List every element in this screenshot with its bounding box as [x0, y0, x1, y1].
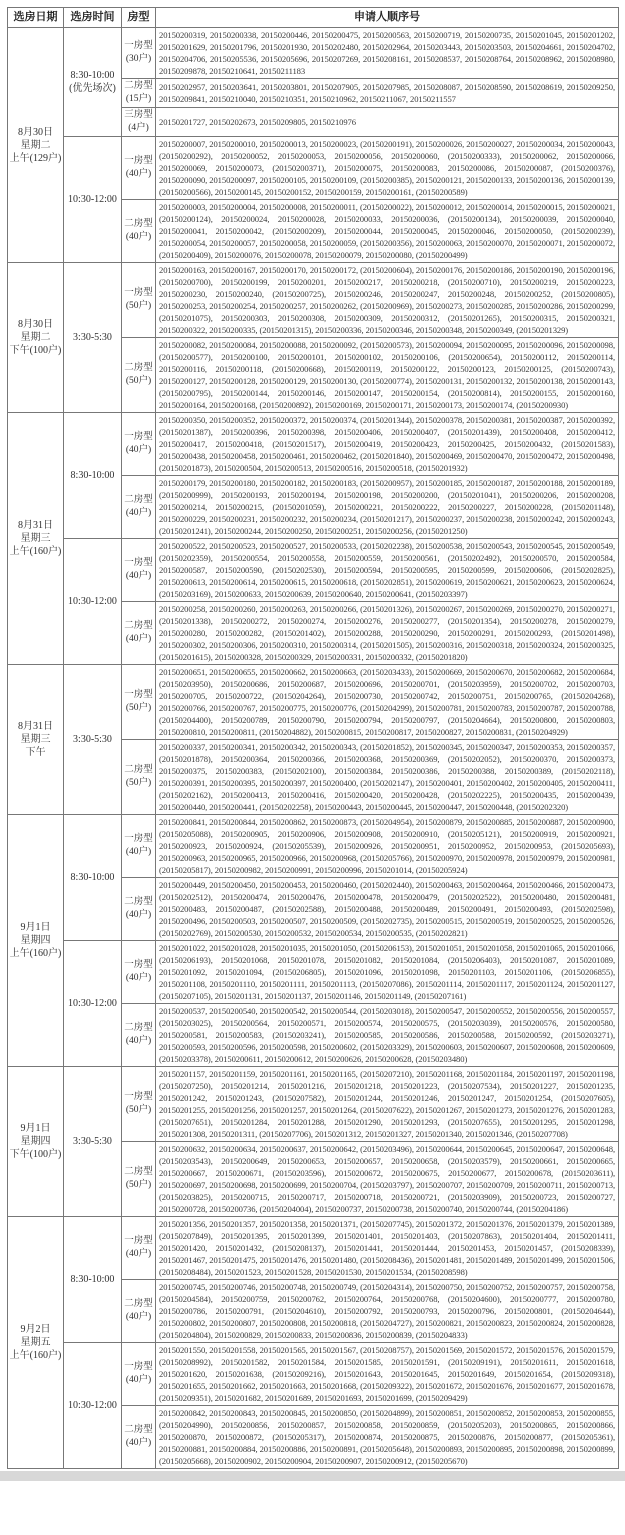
room-type-line: (40户): [125, 847, 152, 857]
time-line: 10:30-12:00: [68, 596, 117, 607]
time-cell: [64, 941, 122, 1067]
date-line: 星期二: [20, 332, 51, 343]
date-line: 9月1日: [20, 922, 51, 933]
room-type-cell: [122, 878, 156, 941]
applicant-numbers-cell: 20150200179, 20150200180, 20150200182, 20150200183, (20150200957), 20150200185, 20150200187, 20150200188, 20150200189, (20150200999), 20150200193, 20150200194, 20150200198, 20150200200, (20150201041), 20150200206, 20150200208, 20150200214, 20150200215, (20150201059), 20150200221, 20150200222, 20150200227, 20150200228, (20150201148), 20150200229, 20150200231, 20150200232, 20150200234, (20150201217), 20150200237, 20150200238, 20150200242, 20150200243, (20150201241), 20150200244, 20150200250, 20150200251, 20150200256, (20150201250): [156, 476, 619, 539]
room-type-line: (40户): [125, 973, 152, 983]
table-row: [8, 665, 619, 740]
room-type-line: (40户): [125, 634, 152, 644]
room-type-line: (40户): [125, 1375, 152, 1385]
applicant-numbers-cell: 20150200003, 20150200004, 20150200008, 20150200011, (20150200022), 20150200012, 20150200014, 20150200015, 20150200021, (20150200124), 20150200024, 20150200028, 20150200033, 20150200036, (20150200134), 20150200039, 20150200040, 20150200041, 20150200042, (20150200209), 20150200044, 20150200045, 20150200046, 20150200050, (20150200239), 20150200054, 20150200057, 20150200058, 20150200059, (20150200356), 20150200063, 20150200070, 20150200071, 20150200072, (20150200409), 20150200076, 20150200078, 20150200079, 20150200080, (20150200499): [156, 200, 619, 263]
room-type-line: (40户): [125, 1036, 152, 1046]
table-header: [8, 8, 619, 28]
time-cell: [64, 413, 122, 539]
room-type-cell: [122, 1004, 156, 1067]
room-type-line: (40户): [125, 508, 152, 518]
room-type-line: 二房型: [124, 1023, 153, 1033]
time-cell: [64, 1067, 122, 1217]
time-line: 8:30-10:00: [70, 1274, 115, 1285]
time-cell: [64, 815, 122, 941]
header-row: [8, 8, 619, 28]
header-selection-time: 选房时间: [64, 8, 122, 28]
room-type-cell: [122, 1406, 156, 1469]
room-type-line: 二房型: [124, 897, 153, 907]
time-line: 8:30-10:00: [70, 872, 115, 883]
room-type-line: 二房型: [124, 495, 153, 505]
room-type-line: (50户): [125, 301, 152, 311]
selection-schedule-table: [7, 7, 619, 1469]
room-type-line: 二房型: [124, 1167, 153, 1177]
room-type-line: (40户): [125, 1249, 152, 1259]
room-type-cell: [122, 28, 156, 79]
room-type-line: (40户): [125, 910, 152, 920]
applicant-numbers-cell: 20150201356, 20150201357, 20150201358, 20150201371, (20150207745), 20150201372, 20150201376, 20150201379, 20150201389, (20150207849), 20150201395, 20150201399, 20150201401, 20150201403, (20150207863), 20150201404, 20150201411, 20150201420, 20150201432, (20150208137), 20150201441, 20150201444, 20150201453, 20150201457, (20150208339), 20150201467, 20150201475, 20150201476, 20150201480, (20150208436), 20150201481, 20150201489, 20150201499, 20150201506, (20150208484), 20150201523, 20150201528, 20150201530, 20150201534, (20150208598): [156, 1217, 619, 1280]
date-cell: [8, 815, 64, 1067]
room-type-cell: [122, 79, 156, 108]
room-type-line: (50户): [125, 1180, 152, 1190]
room-type-line: 一房型: [124, 41, 153, 51]
table-row: [8, 941, 619, 1004]
room-type-line: 一房型: [124, 288, 153, 298]
room-type-line: 一房型: [124, 1362, 153, 1372]
time-cell: [64, 263, 122, 413]
room-type-line: 二房型: [124, 219, 153, 229]
date-line: 8月30日: [18, 319, 53, 330]
date-line: 9月1日: [20, 1123, 51, 1134]
table-row: [8, 1217, 619, 1280]
applicant-numbers-cell: 20150202957, 20150203641, 20150203801, 20150207905, 20150207985, 20150208087, 20150208590, 20150208619, 20150209250, 20150209841, 20150210040, 20150210351, 20150210962, 20150211067, 20150211557: [156, 79, 619, 108]
date-line: 上午(160户): [9, 1350, 62, 1361]
applicant-numbers-cell: 20150200007, 20150200010, 20150200013, 20150200023, (20150200191), 20150200026, 20150200027, 20150200034, 20150200043, (20150200292), 20150200052, 20150200053, 20150200056, 20150200060, (20150200333), 20150200062, 20150200066, 20150200069, 20150200073, (20150200371), 20150200075, 20150200083, 20150200086, 20150200087, (20150200376), 20150200090, 20150200097, 20150200105, 20150200109, (20150200385), 20150200121, 20150200133, 20150200136, 20150200139, (20150200566), 20150200145, 20150200152, 20150200159, 20150200161, (20150200589): [156, 137, 619, 200]
date-line: 上午(160户): [9, 948, 62, 959]
date-cell: [8, 1217, 64, 1469]
date-line: 星期四: [20, 935, 51, 946]
room-type-cell: [122, 137, 156, 200]
time-line: 3:30-5:30: [73, 332, 112, 343]
applicant-numbers-cell: 20150200350, 20150200352, 20150200372, 20150200374, (20150201344), 20150200378, 20150200381, 20150200387, 20150200392, (20150201387), 20150200396, 20150200398, 20150200406, 20150200407, (20150201439), 20150200408, 20150200412, 20150200417, 20150200418, (20150201517), 20150200419, 20150200423, 20150200425, 20150200432, (20150201583), 20150200438, 20150200458, 20150200461, 20150200462, (20150201840), 20150200469, 20150200470, 20150200472, 20150200498, (20150201873), 20150200504, 20150200513, 20150200516, 20150200518, (20150201932): [156, 413, 619, 476]
time-line: 3:30-5:30: [73, 1136, 112, 1147]
room-type-line: 一房型: [124, 1236, 153, 1246]
room-type-cell: [122, 263, 156, 338]
room-type-line: (50户): [125, 778, 152, 788]
date-line: 下午(100户): [9, 1149, 62, 1160]
date-line: 下午: [25, 747, 46, 758]
time-cell: [64, 1343, 122, 1469]
applicant-numbers-cell: 20150200841, 20150200844, 20150200862, 20150200873, (20150204954), 20150200879, 20150200885, 20150200887, 20150200900, (20150205088), 20150200905, 20150200906, 20150200908, 20150200910, (20150205121), 20150200919, 20150200921, 20150200923, 20150200924, (20150205539), 20150200926, 20150200951, 20150200952, 20150200953, (20150205693), 20150200963, 20150200965, 20150200966, 20150200968, (20150205766), 20150200970, 20150200978, 20150200979, 20150200981, (20150205817), 20150200982, 20150200991, 20150200996, 20150201014, (20150205924): [156, 815, 619, 878]
date-line: 8月31日: [18, 520, 53, 531]
room-type-line: 一房型: [124, 1092, 153, 1102]
room-type-cell: [122, 815, 156, 878]
date-line: 上午(129户): [9, 152, 62, 164]
room-type-line: 三房型: [124, 110, 153, 120]
table-row: [8, 815, 619, 878]
date-line: 9月2日: [20, 1324, 51, 1335]
applicant-numbers-cell: 20150200745, 20150200746, 20150200748, 20150200749, (20150204314), 20150200750, 20150200752, 20150200757, 20150200758, (20150204584), 20150200759, 20150200762, 20150200764, 20150200768, (20150204600), 20150200777, 20150200780, 20150200786, 20150200791, (20150204610), 20150200792, 20150200793, 20150200796, 20150200801, (20150204644), 20150200802, 20150200807, 20150200808, 20150200818, (20150204727), 20150200821, 20150200823, 20150200824, 20150200828, (20150204804), 20150200829, 20150200833, 20150200836, 20150200839, (20150204833): [156, 1280, 619, 1343]
date-cell: [8, 665, 64, 815]
room-type-line: (50户): [125, 703, 152, 713]
applicant-numbers-cell: 20150200163, 20150200167, 20150200170, 20150200172, (20150200604), 20150200176, 20150200186, 20150200190, 20150200196, (20150200700), 20150200199, 20150200201, 20150200217, 20150200218, (20150200710), 20150200219, 20150200223, 20150200230, 20150200240, (20150200725), 20150200246, 20150200247, 20150200248, 20150200252, (20150200805), 20150200253, 20150200254, 20150200257, 20150200262, (20150200969), 20150200273, 20150200285, 20150200286, 20150200299, (20150201075), 20150200303, 20150200308, 20150200309, 20150200312, (20150201265), 20150200315, 20150200321, 20150200322, 20150200335, (20150201315), 20150200336, 20150200346, 20150200348, 20150200349, (20150201329): [156, 263, 619, 338]
table-row: [8, 1067, 619, 1142]
time-line: 8:30-10:00: [70, 470, 115, 481]
time-line: 10:30-12:00: [68, 1400, 117, 1411]
room-type-line: (40户): [125, 232, 152, 242]
room-type-cell: [122, 1343, 156, 1406]
date-line: 8月30日: [18, 126, 53, 138]
date-cell: [8, 28, 64, 263]
applicant-numbers-cell: 20150200319, 20150200338, 20150200446, 20150200475, 20150200563, 20150200719, 20150200735, 20150201045, 20150201202, 20150201629, 20150201796, 20150201930, 20150202480, 20150202964, 20150203443, 20150203503, 20150204661, 20150204702, 20150204706, 20150205536, 20150205696, 20150207269, 20150208161, 20150208537, 20150208764, 20150208962, 20150208980, 20150209878, 20150210641, 20150211183: [156, 28, 619, 79]
date-line: 下午(100户): [9, 345, 62, 356]
room-type-cell: [122, 108, 156, 137]
room-type-cell: [122, 665, 156, 740]
date-line: 星期四: [20, 1136, 51, 1147]
time-cell: [64, 539, 122, 665]
time-line: 10:30-12:00: [68, 194, 117, 205]
room-type-line: 二房型: [124, 363, 153, 373]
room-type-cell: [122, 1142, 156, 1217]
applicant-numbers-cell: 20150200337, 20150200341, 20150200342, 20150200343, (20150201852), 20150200345, 20150200347, 20150200353, 20150200357, (20150201878), 20150200364, 20150200366, 20150200368, 20150200369, (20150202052), 20150200370, 20150200373, 20150200375, 20150200383, (20150202100), 20150200384, 20150200386, 20150200388, 20150200389, (20150202118), 20150200391, 20150200395, 20150200397, 20150200400, (20150202147), 20150200401, 20150200402, 20150200405, 20150200411, (20150202162), 20150200413, 20150200416, 20150200420, 20150200428, (20150202225), 20150200435, 20150200439, 20150200440, 20150200441, (20150202258), 20150200443, 20150200445, 20150200447, 20150200448, (20150202320): [156, 740, 619, 815]
room-type-line: 一房型: [124, 156, 153, 166]
date-line: 8月31日: [18, 721, 53, 732]
table-row: [8, 1343, 619, 1406]
header-applicant-sequence: 申请人顺序号: [156, 8, 619, 28]
room-type-line: 一房型: [124, 834, 153, 844]
room-type-line: 二房型: [124, 621, 153, 631]
room-type-cell: [122, 413, 156, 476]
time-line: 10:30-12:00: [68, 998, 117, 1009]
applicant-numbers-cell: 20150200258, 20150200260, 20150200263, 20150200266, (20150201326), 20150200267, 20150200269, 20150200270, 20150200271, (20150201338), 20150200272, 20150200274, 20150200276, 20150200277, (20150201354), 20150200278, 20150200279, 20150200280, 20150200282, (20150201402), 20150200288, 20150200290, 20150200291, 20150200293, (20150201498), 20150200302, 20150200306, 20150200310, 20150200314, (20150201505), 20150200316, 20150200318, 20150200324, 20150200325, (20150201615), 20150200328, 20150200329, 20150200331, 20150200332, (20150201820): [156, 602, 619, 665]
date-cell: [8, 1067, 64, 1217]
applicant-numbers-cell: 20150200449, 20150200450, 20150200453, 20150200460, (20150202440), 20150200463, 20150200464, 20150200466, 20150200473, (20150202512), 20150200474, 20150200476, 20150200478, 20150200479, (20150202522), 20150200480, 20150200481, 20150200483, 20150200487, (20150202588), 20150200488, 20150200489, 20150200491, 20150200493, (20150202598), 20150200496, 20150200503, 20150200507, 20150200509, (20150202735), 20150200515, 20150200519, 20150200525, 20150200526, (20150202769), 20150200530, 20150200532, 20150200534, 20150200535, (20150202821): [156, 878, 619, 941]
header-selection-date: 选房日期: [8, 8, 64, 28]
room-type-line: (40户): [125, 571, 152, 581]
room-type-cell: [122, 941, 156, 1004]
room-type-cell: [122, 740, 156, 815]
time-cell: [64, 28, 122, 137]
table-row: [8, 28, 619, 79]
applicant-numbers-cell: 20150201550, 20150201558, 20150201565, 20150201567, (20150208757), 20150201569, 20150201572, 20150201576, 20150201579, (20150208992), 20150201582, 20150201584, 20150201585, 20150201591, (20150209191), 20150201611, 20150201618, 20150201620, 20150201638, (20150209216), 20150201643, 20150201645, 20150201649, 20150201654, (20150209318), 20150201655, 20150201662, 20150201663, 20150201668, (20150209322), 20150201672, 20150201676, 20150201677, 20150201678, (20150209351), 20150201682, 20150201689, 20150201693, 20150201699, (20150209429): [156, 1343, 619, 1406]
room-type-line: (30户): [125, 54, 152, 64]
room-type-line: 二房型: [124, 1425, 153, 1435]
room-type-line: 二房型: [124, 81, 153, 91]
date-line: 星期三: [20, 734, 51, 745]
applicant-numbers-cell: 20150200842, 20150200843, 20150200845, 20150200850, (20150204899), 20150200851, 20150200852, 20150200853, 20150200855, (20150204990), 20150200856, 20150200857, 20150200858, 20150200859, (20150205203), 20150200865, 20150200866, 20150200870, 20150200872, (20150205317), 20150200874, 20150200875, 20150200876, 20150200877, (20150205361), 20150200881, 20150200884, 20150200886, 20150200891, (20150205648), 20150200893, 20150200895, 20150200898, 20150200899, (20150205668), 20150200902, 20150200904, 20150200907, 20150200912, (20150205670): [156, 1406, 619, 1469]
time-cell: [64, 137, 122, 263]
room-type-line: 一房型: [124, 960, 153, 970]
room-type-line: 一房型: [124, 432, 153, 442]
room-type-line: (40户): [125, 1312, 152, 1322]
time-line: 3:30-5:30: [73, 734, 112, 745]
table-row: [8, 413, 619, 476]
room-type-line: (4户): [128, 123, 149, 133]
room-type-cell: [122, 200, 156, 263]
date-line: 星期五: [20, 1337, 51, 1348]
room-type-cell: [122, 476, 156, 539]
room-type-line: (50户): [125, 1105, 152, 1115]
applicant-numbers-cell: 20150201727, 20150202673, 20150209805, 20150210976: [156, 108, 619, 137]
date-line: 星期三: [20, 533, 51, 544]
table-row: [8, 137, 619, 200]
time-line: 8:30-10:00: [70, 70, 115, 81]
date-cell: [8, 263, 64, 413]
room-type-line: (50户): [125, 376, 152, 386]
room-type-line: (15户): [125, 94, 152, 104]
time-line: (优先场次): [69, 83, 116, 94]
header-room-type: 房型: [122, 8, 156, 28]
date-cell: [8, 413, 64, 665]
page-bottom-strip: [0, 1471, 625, 1481]
room-type-cell: [122, 539, 156, 602]
room-type-cell: [122, 1280, 156, 1343]
date-line: 上午(160户): [9, 546, 62, 557]
room-type-cell: [122, 338, 156, 413]
applicant-numbers-cell: 20150200082, 20150200084, 20150200088, 20150200092, (20150200573), 20150200094, 20150200095, 20150200096, 20150200098, (20150200577), 20150200100, 20150200101, 20150200102, 20150200106, (20150200654), 20150200112, 20150200114, 20150200116, 20150200118, (20150200668), 20150200119, 20150200122, 20150200123, 20150200125, (20150200743), 20150200127, 20150200128, 20150200129, 20150200130, (20150200774), 20150200131, 20150200132, 20150200138, 20150200143, (20150200795), 20150200144, 20150200146, 20150200147, 20150200154, (20150200814), 20150200155, 20150200160, 20150200164, 20150200168, (20150200892), 20150200169, 20150200171, 20150200173, 20150200174, (20150200930): [156, 338, 619, 413]
table-row: [8, 263, 619, 338]
time-cell: [64, 665, 122, 815]
applicant-numbers-cell: 20150201022, 20150201028, 20150201035, 20150201050, (20150206153), 20150201051, 20150201058, 20150201065, 20150201066, (20150206193), 20150201068, 20150201078, 20150201082, 20150201084, (20150206403), 20150201087, 20150201089, 20150201092, 20150201094, (20150206805), 20150201096, 20150201098, 20150201103, 20150201106, (20150206855), 20150201108, 20150201110, 20150201111, 20150201113, (20150207086), 20150201114, 20150201117, 20150201124, 20150201127, (20150207105), 20150201131, 20150201137, 20150201146, 20150201149, (20150207161): [156, 941, 619, 1004]
room-type-cell: [122, 1067, 156, 1142]
applicant-numbers-cell: 20150200651, 20150200655, 20150200662, 20150200663, (20150203433), 20150200669, 20150200670, 20150200682, 20150200684, (20150203950), 20150200686, 20150200687, 20150200696, 20150200701, (20150203959), 20150200702, 20150200703, 20150200705, 20150200722, (20150204264), 20150200730, 20150200742, 20150200751, 20150200765, (20150204268), 20150200766, 20150200767, 20150200775, 20150200776, (20150204299), 20150200781, 20150200783, 20150200787, 20150200788, (20150204400), 20150200789, 20150200790, 20150200794, 20150200797, (20150204664), 20150200800, 20150200803, 20150200810, 20150200811, (20150204882), 20150200815, 20150200817, 20150200827, 20150200831, (20150204929): [156, 665, 619, 740]
applicant-numbers-cell: 20150200537, 20150200540, 20150200542, 20150200544, (20150203018), 20150200547, 20150200552, 20150200556, 20150200557, (20150203025), 20150200564, 20150200571, 20150200574, 20150200575, (20150203039), 20150200576, 20150200580, 20150200581, 20150200583, (20150203241), 20150200585, 20150200586, 20150200588, 20150200592, (20150203271), 20150200593, 20150200596, 20150200598, 20150200602, (20150203329), 20150200603, 20150200607, 20150200608, 20150200609, (20150203378), 20150200611, 20150200612, 20150200626, 20150200628, (20150203480): [156, 1004, 619, 1067]
applicant-numbers-cell: 20150200522, 20150200523, 20150200527, 20150200533, (20150202238), 20150200538, 20150200543, 20150200545, 20150200549, (20150202359), 20150200554, 20150200558, 20150200559, 20150200561, (20150202492), 20150200570, 20150200584, 20150200587, 20150200590, (20150202530), 20150200594, 20150200595, 20150200599, 20150200606, (20150202825), 20150200613, 20150200614, 20150200615, 20150200618, (20150202851), 20150200619, 20150200621, 20150200623, 20150200624, (20150203169), 20150200633, 20150200639, 20150200640, 20150200641, (20150203397): [156, 539, 619, 602]
room-type-line: 二房型: [124, 765, 153, 775]
room-type-line: (40户): [125, 445, 152, 455]
room-type-line: 一房型: [124, 558, 153, 568]
table-row: [8, 539, 619, 602]
room-type-line: 一房型: [124, 690, 153, 700]
table-body: [8, 28, 619, 1469]
time-cell: [64, 1217, 122, 1343]
room-type-line: (40户): [125, 169, 152, 179]
room-type-line: 二房型: [124, 1299, 153, 1309]
room-type-line: (40户): [125, 1438, 152, 1448]
applicant-numbers-cell: 20150201157, 20150201159, 20150201161, 20150201165, (20150207210), 20150201168, 20150201184, 20150201197, 20150201198, (20150207250), 20150201214, 20150201216, 20150201218, 20150201223, (20150207534), 20150201227, 20150201235, 20150201242, 20150201243, (20150207582), 20150201244, 20150201246, 20150201247, 20150201254, (20150207605), 20150201255, 20150201256, 20150201257, 20150201264, (20150207622), 20150201267, 20150201273, 20150201276, 20150201283, (20150207651), 20150201284, 20150201288, 20150201290, 20150201293, (20150207655), 20150201295, 20150201298, 20150201308, 20150201311, (20150207706), 20150201312, 20150201327, 20150201340, 20150201346, (20150207708): [156, 1067, 619, 1142]
date-line: 星期二: [20, 139, 51, 151]
room-type-cell: [122, 1217, 156, 1280]
applicant-numbers-cell: 20150200632, 20150200634, 20150200637, 20150200642, (20150203496), 20150200644, 20150200645, 20150200647, 20150200648, (20150203543), 20150200649, 20150200653, 20150200657, 20150200658, (20150203579), 20150200661, 20150200665, 20150200667, 20150200671, (20150203596), 20150200672, 20150200675, 20150200677, 20150200678, (20150203611), 20150200697, 20150200698, 20150200699, 20150200704, (20150203797), 20150200707, 20150200709, 20150200711, 20150200713, (20150203825), 20150200715, 20150200717, 20150200718, 20150200721, (20150203909), 20150200723, 20150200727, 20150200728, 20150200736, (20150204004), 20150200737, 20150200738, 20150200740, 20150200744, (20150204186): [156, 1142, 619, 1217]
room-type-cell: [122, 602, 156, 665]
